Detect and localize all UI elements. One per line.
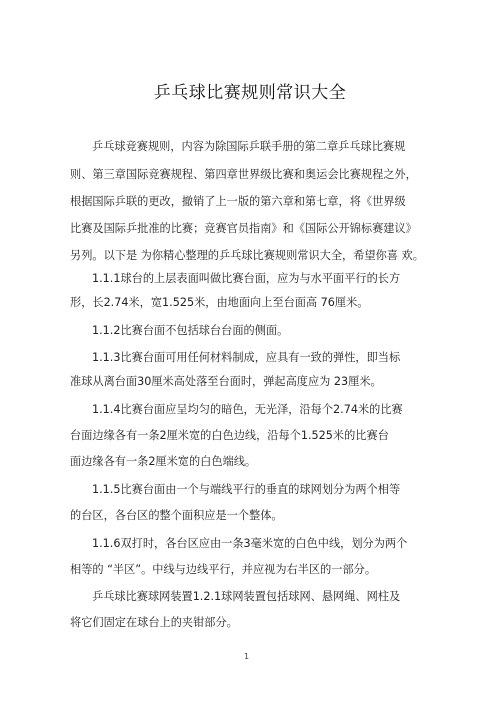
paragraph-line: 相等的 “半区”。中线与边线平行，并应视为右半区的一部分。 xyxy=(70,563,377,576)
paragraph-line: 将它们固定在球台上的夹钳部分。 xyxy=(70,616,238,629)
paragraph-line: 乒乓球比赛球网装置1.2.1球网装置包括球网、悬网绳、网柱及 xyxy=(92,590,401,603)
paragraph-line: 比赛及国际乒批准的比赛；竞赛官员指南》和《国际公开锦标赛建议》 xyxy=(70,222,417,235)
paragraph-line: 准球从离台面30厘米高处落至台面时，弹起高度应为 23厘米。 xyxy=(70,375,382,388)
paragraph-line: 1.1.6双打时，各台区应由一条3毫米宽的白色中线，划分为两个 xyxy=(92,537,408,550)
paragraph-line: 1.1.2比赛台面不包括球台台面的侧面。 xyxy=(92,324,289,337)
paragraph-line: 台面边缘各有一条2厘米宽的白色边线，沿每个1.525米的比赛台 xyxy=(70,429,389,442)
paragraph-line: 1.1.5比赛台面由一个与端线平行的垂直的球网划分为两个相等 xyxy=(92,483,401,496)
document-title: 乒乓球比赛规则常识大全 xyxy=(153,83,347,103)
paragraph-line: 根据国际乒联的更改，撤销了上一版的第六章和第七章，将《世界级 xyxy=(70,195,406,208)
paragraph-line: 面边缘各有一条2厘米宽的白色端线。 xyxy=(70,455,257,468)
page-number: 1 xyxy=(244,652,250,661)
paragraph-line: 形，长2.74米，宽1.525米，由地面向上至台面高 76厘米。 xyxy=(70,296,369,309)
paragraph-line: 1.1.3比赛台面可用任何材料制成，应具有一致的弹性，即当标 xyxy=(92,351,401,364)
paragraph-line: 1.1.1球台的上层表面叫做比赛台面，应为与水平面平行的长方 xyxy=(92,272,401,285)
paragraph-line: 1.1.4比赛台面应呈均匀的暗色，无光泽，沿每个2.74米的比赛 xyxy=(92,403,403,416)
paragraph-line: 另列。以下是 为你精心整理的乒乓球比赛规则常识大全，希望你喜 欢。 xyxy=(70,249,424,262)
paragraph-line: 乒乓球竞赛规则，内容为除国际乒联手册的第二章乒乓球比赛规 xyxy=(92,140,406,153)
paragraph-line: 的台区，各台区的整个面积应是一个整体。 xyxy=(70,509,283,522)
paragraph-line: 则、第三章国际竞赛规程、第四章世界级比赛和奥运会比赛规程之外， xyxy=(70,168,417,181)
